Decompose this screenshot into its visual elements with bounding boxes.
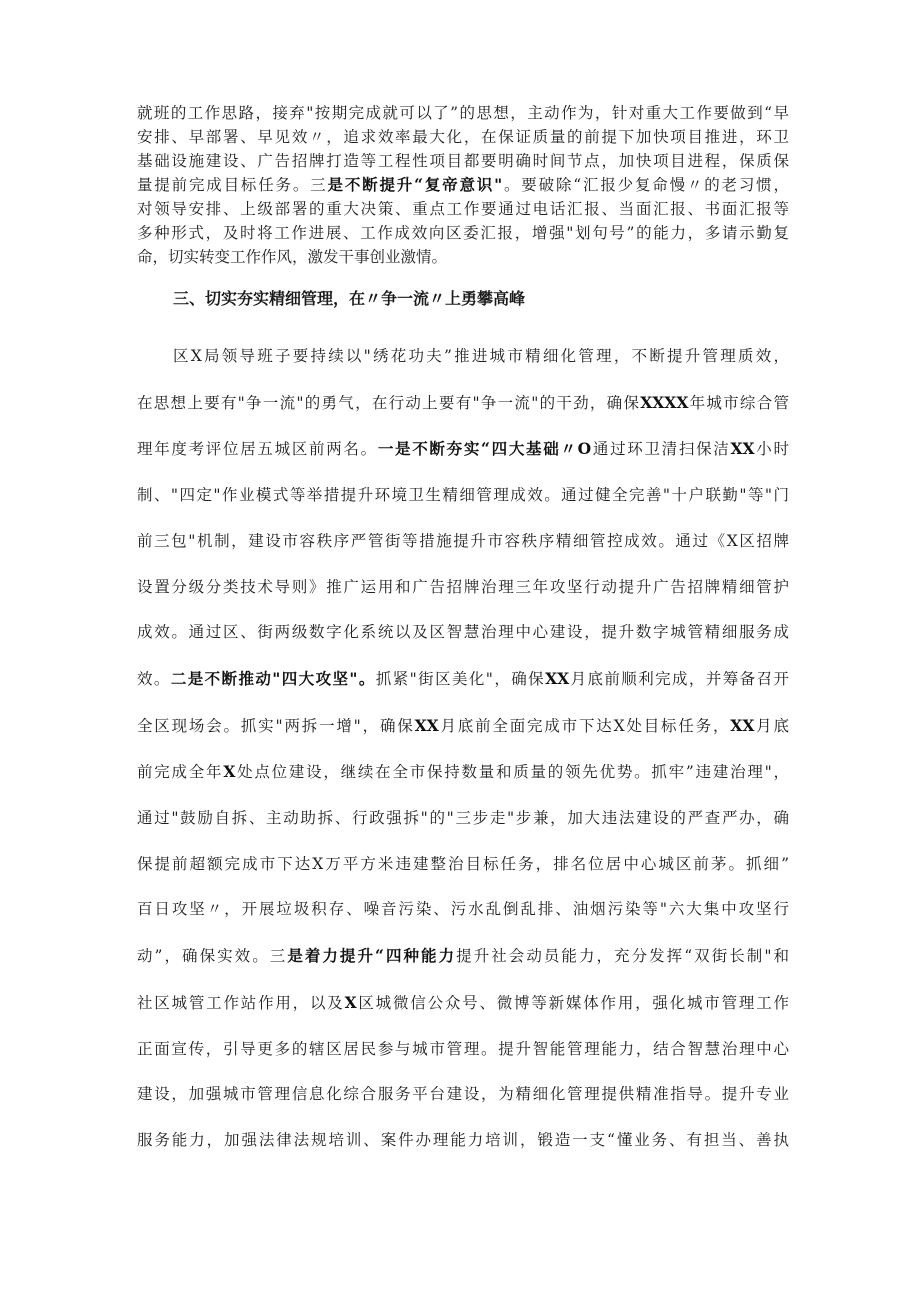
text-line: 保提前超额完成市下达X万平方米违建整治目标任务，排名位居中心城区前茅。抓细” — [137, 854, 789, 873]
bold-phrase: 是不断提升“复帝意识" — [327, 175, 503, 194]
text-line: 建设，加强城市管理信息化综合服务平台建设，为精细化管理提供精准指导。提升专业 — [137, 1085, 789, 1104]
text-line: 百日攻坚〃，开展垃圾积存、噪音污染、污水乱倒乱排、油烟污染等"六大集中攻坚行 — [137, 900, 789, 919]
body-paragraph-top — [137, 101, 789, 269]
text-line: 社区城管工作站作用，以及X区城微信公众号、微博等新媒体作用，强化城市管理工作 — [137, 992, 789, 1012]
text-line: 成效。通过区、街两级数字化系统以及区智慧治理中心建设，提升数字城管精细服务成 — [137, 623, 789, 642]
text-line: 正面宣传，引导更多的辖区居民参与城市管理。提升智能管理能力，结合智慧治理中心 — [137, 1039, 789, 1058]
text-line: 命，切实转变工作作风，激发干事创业激情。 — [137, 248, 448, 266]
text-line: 量提前完成目标任务。三是不断提升“复帝意识"。要破除“汇报少复命慢〃的老习惯， — [137, 175, 789, 194]
text-line: 对领导安排、上级部署的重大决策、重点工作要通过电话汇报、当面汇报、书面汇报等 — [137, 200, 789, 218]
text-line: 制、"四定"作业模式等举措提升环境卫生精细管理成效。通过健全完善"十户联勤"等"门 — [137, 486, 789, 505]
text-line: 理年度考评位居五城区前两名。一是不断夯实“四大基础〃O通过环卫清扫保洁XX小时 — [137, 439, 789, 459]
text-line: 多种形式，及时将工作进展、工作成效向区委汇报，增强"划句号”的能力，多请示勤复 — [137, 224, 789, 242]
text-line: 通过"鼓励自拆、主动助拆、行政强拆"的"三步走"步兼，加大违法建设的严查严办，确 — [137, 809, 789, 828]
text-line: 在思想上要有"争一流"的勇气，在行动上要有"争一流"的干劲，确保XXXX年城市综合管 — [137, 392, 789, 412]
text-line: 效。二是不断推动"四大攻坚"。抓紧"街区美化"，确保XX月底前顺利完成，并筹备召开 — [137, 668, 789, 688]
bold-phrase: 一是不断夯实“四大基础〃O — [377, 439, 592, 459]
section-heading: 三、切实夯实精细管理，在〃争一流〃上勇攀高峰 — [173, 289, 526, 308]
bold-phrase: 是着力提升“四种能力 — [287, 946, 457, 966]
text-line: 前完成全年X处点位建设，继续在全市保持数量和质量的领先优势。抓牢”违建治理"， — [137, 762, 789, 782]
text-line: 全区现场会。抓实"两拆一增"，确保XX月底前全面完成市下达X处目标任务，XX月底 — [137, 715, 789, 735]
text-line: 区X局领导班子要持续以"绣花功夫”推进城市精细化管理，不断提升管理质效， — [173, 347, 789, 365]
body-paragraph-main — [137, 334, 789, 1164]
text-line: 基础设施建设、广告招牌打造等工程性项目都要明确时间节点，加快项目进程，保质保 — [137, 152, 789, 170]
text-line: 前三包"机制，建设市容秩序严管街等措施提升市容秩序精细管控成效。通过《X区招牌 — [137, 531, 789, 550]
text-line: 设置分级分类技术导则》推广运用和广告招牌治理三年攻坚行动提升广告招牌精细管护 — [137, 577, 789, 596]
bold-phrase: 二是不断推动"四大攻坚"。 — [170, 668, 376, 688]
text-line: 服务能力，加强法律法规培训、案件办理能力培训，锻造一支“懂业务、有担当、善执 — [137, 1130, 789, 1149]
text-line: 动”，确保实效。三是着力提升“四种能力提升社会动员能力，充分发挥“双街长制"和 — [137, 946, 790, 966]
text-line: 安排、早部署、早见效〃，追求效率最大化，在保证质量的前提下加快项目推进，环卫 — [137, 128, 789, 146]
text-line: 就班的工作思路，接弃"按期完成就可以了”的思想，主动作为，针对重大工作要做到“早 — [137, 104, 789, 122]
